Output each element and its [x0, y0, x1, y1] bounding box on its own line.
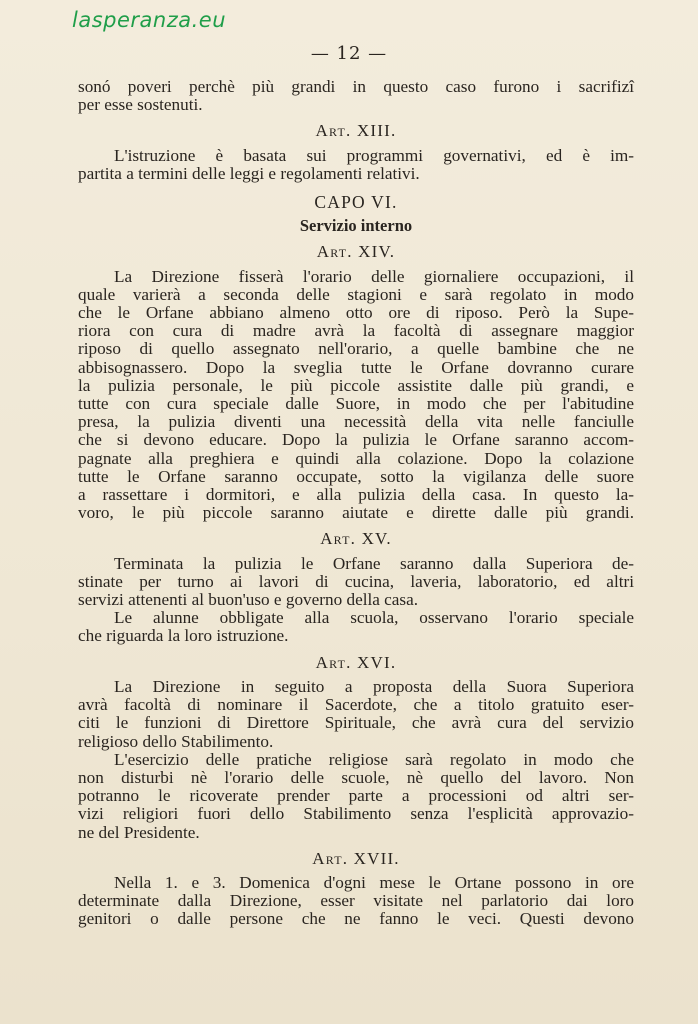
paragraph — [78, 874, 634, 929]
text-line: per esse sostenuti. — [78, 95, 203, 115]
paragraph — [78, 751, 634, 842]
paragraph — [78, 147, 634, 183]
text-line: voro, le più piccole saranno aiutate e dirette dalle più grandi. — [78, 503, 634, 523]
article-heading: Art. XV. — [320, 529, 392, 549]
page-number: — 12 — — [310, 43, 388, 64]
watermark: lasperanza.eu — [72, 8, 227, 32]
text-line: pagnate alla preghiera e quindi alla colazione. Dopo la colazione — [78, 448, 634, 468]
text-line: ne del Presidente. — [78, 822, 200, 842]
text-line: abbisognassero. Dopo la sveglia tutte le Orfane dovranno curare — [78, 357, 634, 377]
text-line: L'esercizio delle pratiche religiose sarà regolato in modo che — [114, 749, 634, 769]
text-line: riposo di quello assegnato nell'orario, a quelle bambine che ne — [78, 339, 634, 359]
text-line: che riguarda la loro istruzione. — [78, 626, 289, 646]
article-heading: Art. XVI. — [315, 652, 397, 672]
text-line: vizi religiori fuori dello Stabilimento senza l'esplicità approvazio- — [78, 804, 634, 824]
text-line: presa, la pulizia diventi una necessità della vita nelle fanciulle — [78, 412, 634, 432]
paragraph — [78, 268, 634, 523]
text-line: Terminata la pulizia le Orfane saranno dalla Superiora de- — [114, 553, 634, 573]
text-line: che le Orfane abbiano almeno otto ore di riposo. Però la Supe- — [78, 303, 634, 323]
text-line: potranno le ricoverate prender parte a processioni od altri ser- — [78, 786, 634, 806]
text-line: quale varierà a seconda delle stagioni e sarà regolato in modo — [78, 284, 634, 304]
text-line: riora con cura di madre avrà la facoltà di assegnare maggior — [78, 321, 634, 341]
text-line: genitori o dalle persone che ne fanno le veci. Questi devono — [78, 909, 634, 929]
text-line: che si devono educare. Dopo la pulizia le Orfane saranno accom- — [78, 430, 634, 450]
text-line: partita a termini delle leggi e regolamenti relativi. — [78, 163, 420, 183]
text-line: tutte con cura speciale dalle Suore, in modo che per l'abitudine — [78, 394, 634, 414]
text-line: stinate per turno ai lavori di cucina, laveria, laboratorio, ed altri — [78, 571, 634, 591]
chapter-heading: CAPO VI. — [314, 192, 398, 213]
paragraph — [78, 555, 634, 610]
text-line: la pulizia personale, le più piccole assistite dalle più grandi, e — [78, 375, 634, 395]
paragraph — [78, 678, 634, 751]
text-line: non disturbi nè l'orario delle scuole, nè quello del lavoro. Non — [78, 767, 634, 787]
text-line: tutte le Orfane saranno occupate, sotto la vigilanza delle suore — [78, 466, 634, 486]
text-line: religioso dello Stabilimento. — [78, 731, 274, 751]
text-line: citi le funzioni di Direttore Spirituale, che avrà cura del servizio — [78, 713, 634, 733]
article-heading: Art. XIII. — [315, 121, 397, 141]
text-line: servizi attenenti al buon'uso e governo della casa. — [78, 590, 419, 610]
text-line: a rassettare i dormitori, e alla pulizia della casa. In questo la- — [78, 485, 634, 505]
text-line: determinate dalla Direzione, esser visitate nel parlatorio dai loro — [78, 891, 634, 911]
text-line: sonó poveri perchè più grandi in questo caso furono i sacrifizî — [78, 77, 634, 96]
document-body — [78, 78, 634, 929]
text-line: La Direzione in seguito a proposta della Suora Superiora — [114, 676, 634, 696]
paragraph — [78, 609, 634, 645]
text-line: L'istruzione è basata sui programmi governativi, ed è im- — [114, 145, 634, 165]
text-line: La Direzione fisserà l'orario delle giornaliere occupazioni, il — [114, 266, 634, 286]
paragraph — [78, 78, 634, 114]
text-line: Le alunne obbligate alla scuola, osservano l'orario speciale — [114, 608, 634, 628]
text-line: avrà facoltà di nominare il Sacerdote, che a titolo gratuito eser- — [78, 695, 634, 715]
article-heading: Art. XVII. — [312, 848, 400, 868]
article-heading: Art. XIV. — [316, 242, 396, 262]
text-line: Nella 1. e 3. Domenica d'ogni mese le Ortane possono in ore — [114, 872, 634, 892]
section-subtitle: Servizio interno — [299, 216, 413, 236]
